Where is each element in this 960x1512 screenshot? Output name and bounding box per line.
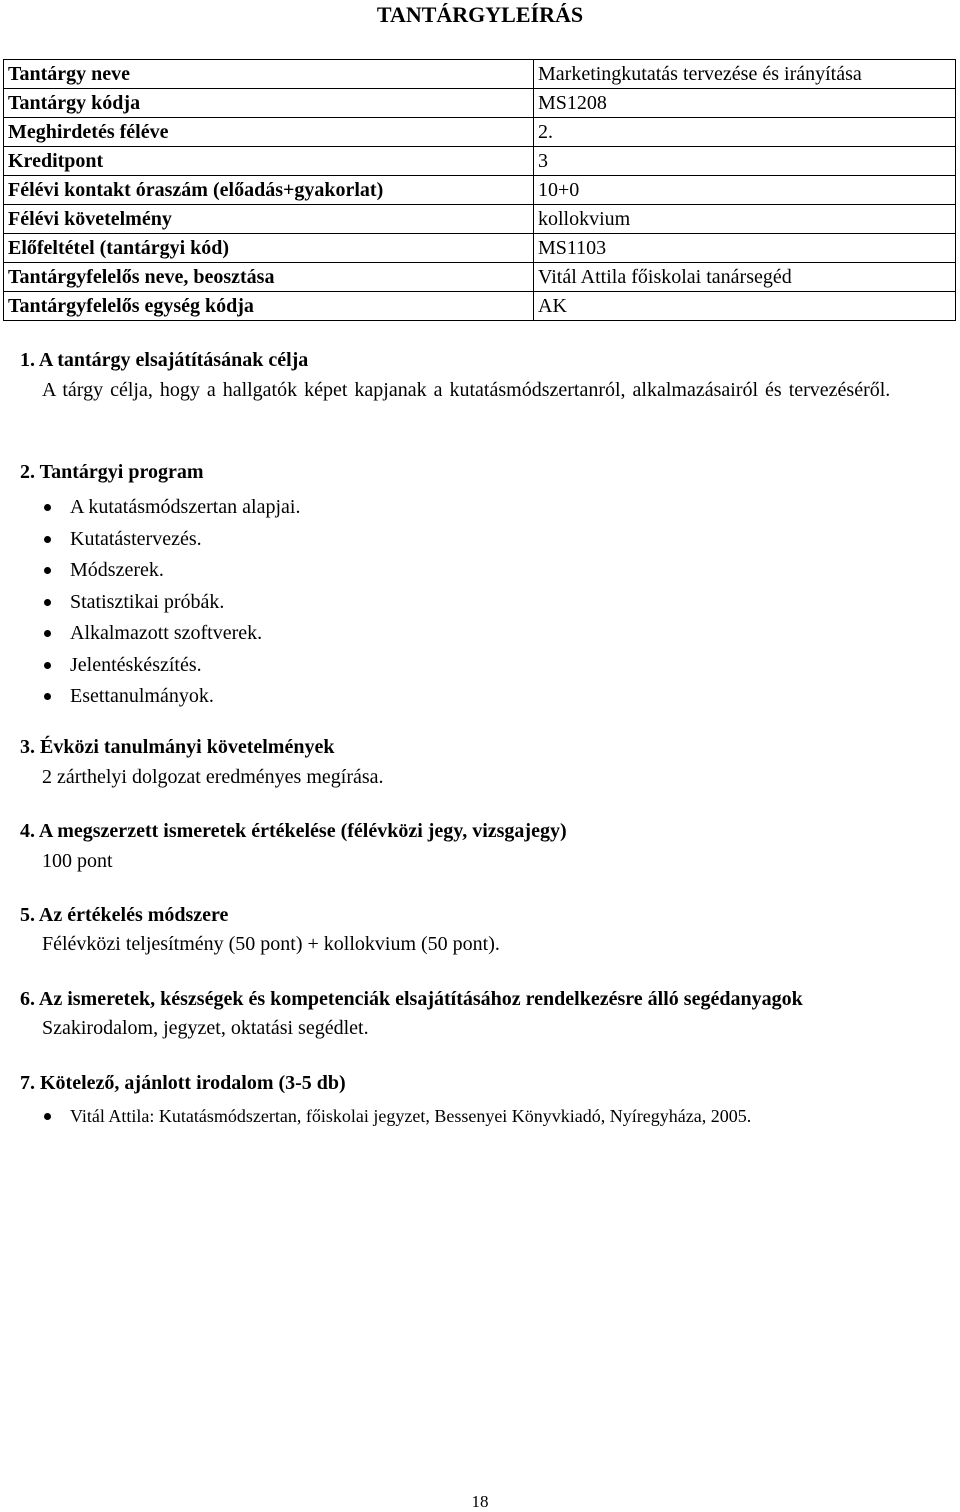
section-6-text: Szakirodalom, jegyzet, oktatási segédlet. — [42, 1017, 369, 1039]
row-value: kollokvium — [534, 205, 956, 234]
table-row — [4, 118, 956, 147]
row-value: 10+0 — [534, 176, 956, 205]
page-number: 18 — [471, 1492, 489, 1511]
list-item-text: Esettanulmányok. — [70, 685, 214, 708]
row-label: Tantárgy kódja — [4, 89, 534, 118]
bullet-icon — [44, 693, 51, 700]
row-label: Tantárgyfelelős neve, beosztása — [4, 263, 534, 292]
list-item-text: Kutatástervezés. — [70, 527, 202, 550]
section-3-heading: 3. Évközi tanulmányi követelmények — [20, 736, 335, 758]
course-info-table — [3, 59, 956, 321]
row-label: Félévi kontakt óraszám (előadás+gyakorlat) — [4, 176, 534, 205]
table-row — [4, 292, 956, 321]
bullet-icon — [44, 504, 51, 511]
row-label: Tantárgy neve — [4, 60, 534, 89]
section-5-heading: 5. Az értékelés módszere — [20, 904, 229, 926]
list-item-text: Vitál Attila: Kutatásmódszertan, főiskolai jegyzet, Bessenyei Könyvkiadó, Nyíregyháza, 2005. — [70, 1105, 752, 1126]
row-value: MS1103 — [534, 234, 956, 263]
list-item-text: Módszerek. — [70, 559, 164, 582]
row-label: Előfeltétel (tantárgyi kód) — [4, 234, 534, 263]
row-value: AK — [534, 292, 956, 321]
list-item — [30, 1102, 751, 1130]
bullet-icon — [44, 662, 51, 669]
list-item — [30, 492, 300, 524]
document-title: TANTÁRGYLEÍRÁS — [376, 2, 584, 27]
section-4-text: 100 pont — [42, 850, 113, 872]
bullet-icon — [44, 536, 51, 543]
bullet-icon — [44, 567, 51, 574]
table-row — [4, 263, 956, 292]
row-value: MS1208 — [534, 89, 956, 118]
bullet-icon — [44, 630, 51, 637]
row-value: Marketingkutatás tervezése és irányítása — [534, 60, 956, 89]
table-row — [4, 176, 956, 205]
row-label: Meghirdetés féléve — [4, 118, 534, 147]
table-row — [4, 205, 956, 234]
row-label: Félévi követelmény — [4, 205, 534, 234]
list-item — [30, 650, 300, 682]
row-value: 2. — [534, 118, 956, 147]
table-row — [4, 60, 956, 89]
section-3-text: 2 zárthelyi dolgozat eredményes megírása. — [42, 766, 384, 788]
row-label: Kreditpont — [4, 147, 534, 176]
list-item-text: A kutatásmódszertan alapjai. — [70, 496, 301, 519]
list-item — [30, 555, 300, 587]
list-item-text: Jelentéskészítés. — [70, 653, 202, 676]
list-item-text: Alkalmazott szoftverek. — [70, 622, 263, 645]
section-1-text: A tárgy célja, hogy a hallgatók képet kapjanak a kutatásmódszertanról, alkalmazásairól és tervezéséről. — [42, 379, 891, 401]
table-row — [4, 89, 956, 118]
list-item-text: Statisztikai próbák. — [70, 590, 225, 613]
list-item — [30, 618, 300, 650]
list-item — [30, 681, 300, 713]
section-4-heading: 4. A megszerzett ismeretek értékelése (félévközi jegy, vizsgajegy) — [20, 820, 567, 842]
list-item — [30, 524, 300, 556]
row-value: 3 — [534, 147, 956, 176]
literature-list — [30, 1102, 751, 1130]
program-list — [30, 492, 300, 713]
list-item — [30, 587, 300, 619]
section-6-heading: 6. Az ismeretek, készségek és kompetenciák elsajátításához rendelkezésre álló segédanyagok — [20, 988, 803, 1010]
section-1-heading: 1. A tantárgy elsajátításának célja — [20, 349, 309, 371]
table-row — [4, 147, 956, 176]
section-2-heading: 2. Tantárgyi program — [20, 461, 204, 483]
bullet-icon — [44, 599, 51, 606]
row-value: Vitál Attila főiskolai tanársegéd — [534, 263, 956, 292]
section-5-text: Félévközi teljesítmény (50 pont) + kollokvium (50 pont). — [42, 933, 500, 955]
bullet-icon — [44, 1113, 51, 1120]
row-label: Tantárgyfelelős egység kódja — [4, 292, 534, 321]
table-row — [4, 234, 956, 263]
section-7-heading: 7. Kötelező, ajánlott irodalom (3-5 db) — [20, 1072, 346, 1094]
